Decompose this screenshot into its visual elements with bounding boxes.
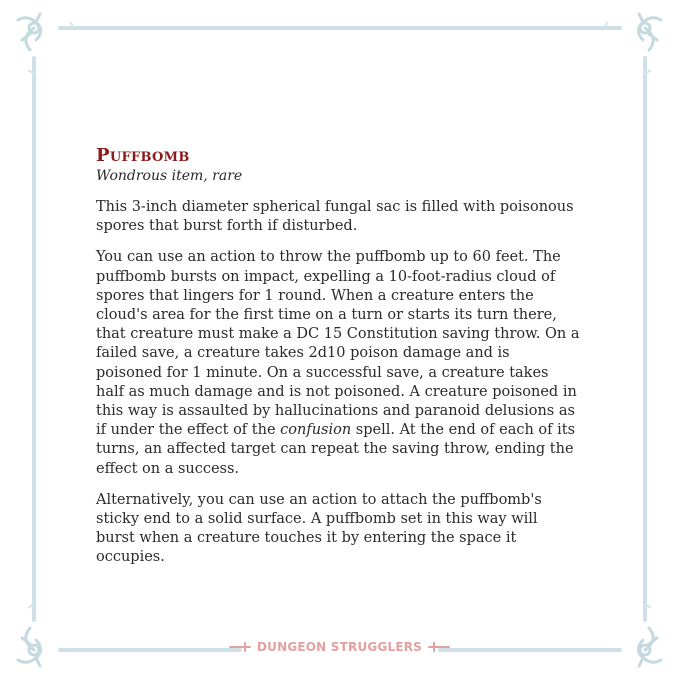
footer-brand — [0, 640, 679, 654]
item-title: Puffbomb — [96, 145, 190, 166]
sword-right-icon — [428, 642, 450, 652]
spell-name: confusion — [280, 422, 352, 439]
description-paragraph-2 — [96, 248, 580, 478]
item-subtitle: Wondrous item, rare — [96, 168, 243, 184]
item-card — [96, 145, 580, 580]
paragraph-2-text-b: spell. At the end of each of its turns, an affected target can repeat the saving throw, ending the effect on a success. — [96, 422, 576, 477]
sword-left-icon — [229, 642, 251, 652]
description-paragraph-1: This 3-inch diameter spherical fungal sac is filled with poisonous spores that burst forth if disturbed. — [96, 199, 574, 235]
description-paragraph-3: Alternatively, you can use an action to attach the puffbomb's sticky end to a solid surface. A puffbomb set in this way will burst when a creature touches it by entering the space it occupies. — [96, 491, 542, 566]
paragraph-2-text-a: You can use an action to throw the puffbomb up to 60 feet. The puffbomb bursts on impact, expelling a 10-foot-radius cloud of spores that lingers for 1 round. When a creature enters the cloud's area for the first time on a turn or starts its turn there, that creature must make a DC 15 Constitution saving throw. On a failed save, a creature takes 2d10 poison damage and is poisoned for 1 minute. On a successful save, a creature takes half as much damage and is not poisoned. A creature poisoned in this way is assaulted by hallucinations and paranoid delusions as if under the effect of the — [96, 249, 580, 439]
brand-text: DUNGEON STRUGGLERS — [256, 640, 423, 654]
